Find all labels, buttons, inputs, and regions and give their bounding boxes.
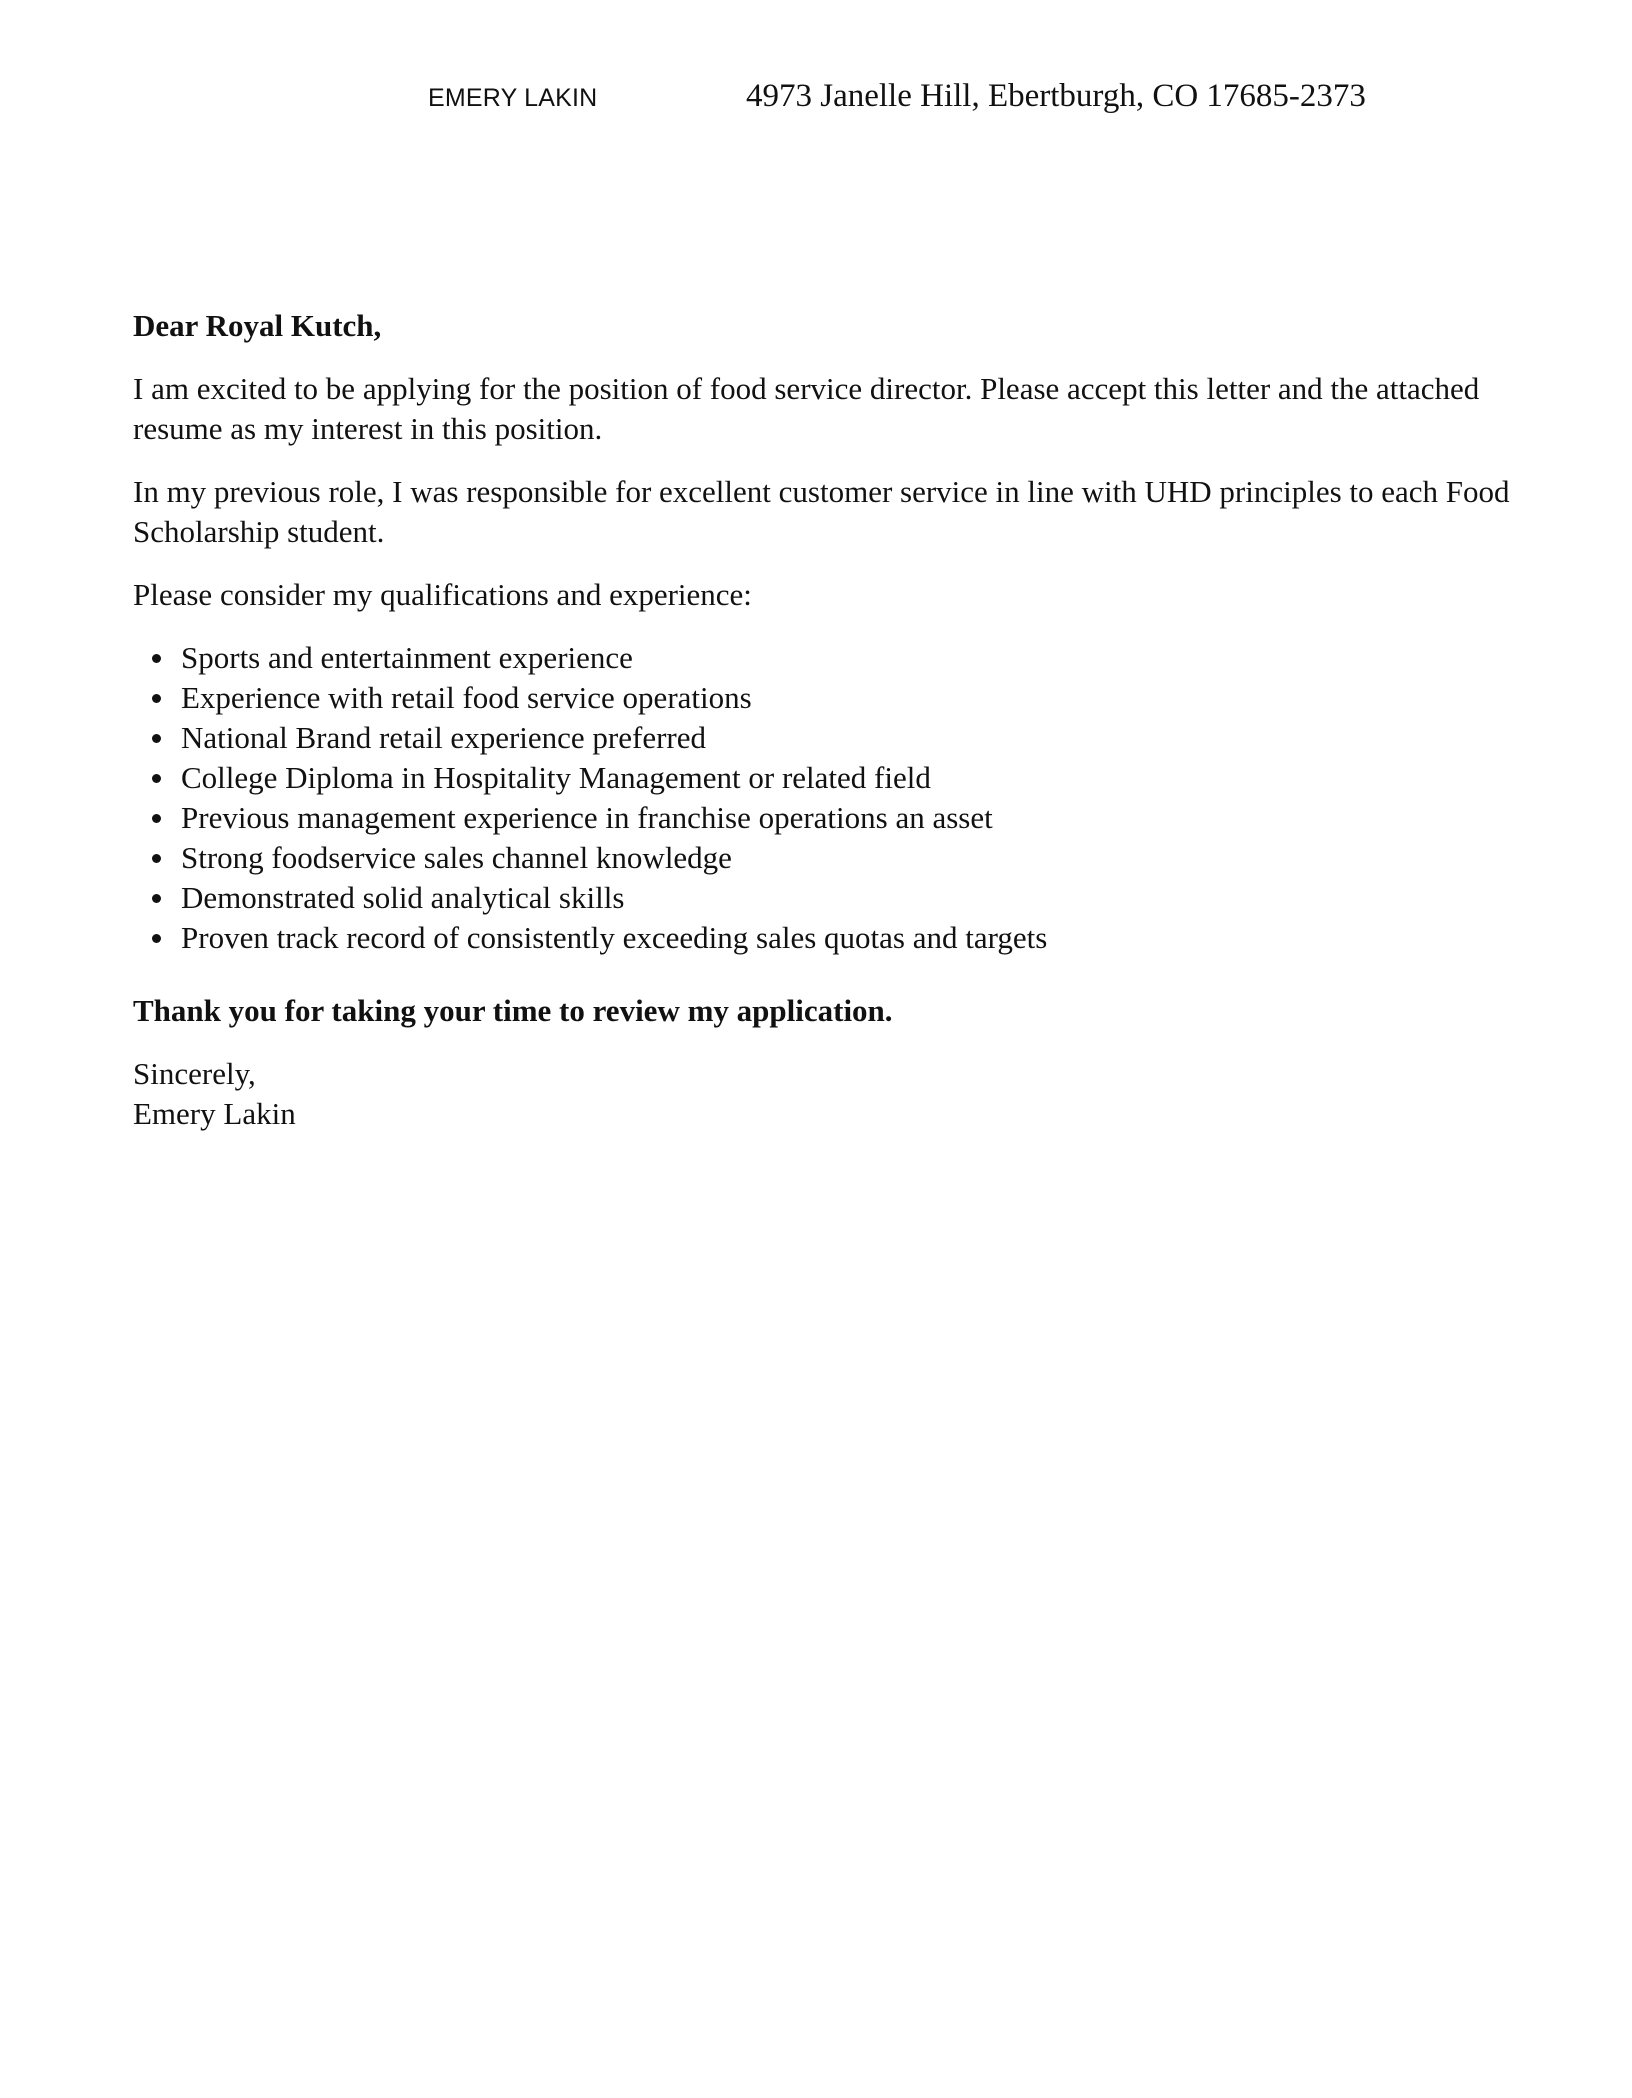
list-item [133, 638, 1513, 678]
qualification-text: Strong foodservice sales channel knowledge [181, 840, 732, 875]
thank-you-line: Thank you for taking your time to review my application. [133, 993, 893, 1028]
bullet-icon [152, 814, 161, 823]
experience-paragraph: In my previous role, I was responsible for excellent customer service in line with UHD principles to each Food Scholarship student. [133, 474, 1510, 549]
list-item [133, 838, 1513, 878]
signature-name: Emery Lakin [133, 1096, 296, 1131]
sender-address: 4973 Janelle Hill, Ebertburgh, CO 17685-2373 [746, 78, 1366, 114]
list-item [133, 758, 1513, 798]
bullet-icon [152, 734, 161, 743]
bullet-icon [152, 894, 161, 903]
list-item [133, 718, 1513, 758]
qualification-text: College Diploma in Hospitality Management or related field [181, 760, 931, 795]
letter-body [133, 306, 1513, 1134]
qualification-text: Sports and entertainment experience [181, 640, 633, 675]
sender-name: EMERY LAKIN [428, 84, 598, 112]
qualification-text: Previous management experience in franchise operations an asset [181, 800, 993, 835]
bullet-icon [152, 774, 161, 783]
closing-block [133, 1054, 1513, 1134]
intro-paragraph: I am excited to be applying for the position of food service director. Please accept this letter and the attached resume as my interest in this position. [133, 371, 1480, 446]
list-item [133, 878, 1513, 918]
bullet-icon [152, 854, 161, 863]
letter-header [0, 78, 1632, 126]
bullet-icon [152, 654, 161, 663]
qualification-text: Demonstrated solid analytical skills [181, 880, 625, 915]
qualification-text: Proven track record of consistently exceeding sales quotas and targets [181, 920, 1048, 955]
list-item [133, 678, 1513, 718]
salutation: Dear Royal Kutch, [133, 308, 382, 343]
qualification-text: National Brand retail experience preferred [181, 720, 706, 755]
qualifications-list [133, 638, 1513, 958]
list-item [133, 918, 1513, 958]
qualification-text: Experience with retail food service operations [181, 680, 752, 715]
bullet-icon [152, 694, 161, 703]
closing-phrase: Sincerely, [133, 1056, 256, 1091]
list-item [133, 798, 1513, 838]
qualifications-intro: Please consider my qualifications and experience: [133, 577, 752, 612]
bullet-icon [152, 934, 161, 943]
